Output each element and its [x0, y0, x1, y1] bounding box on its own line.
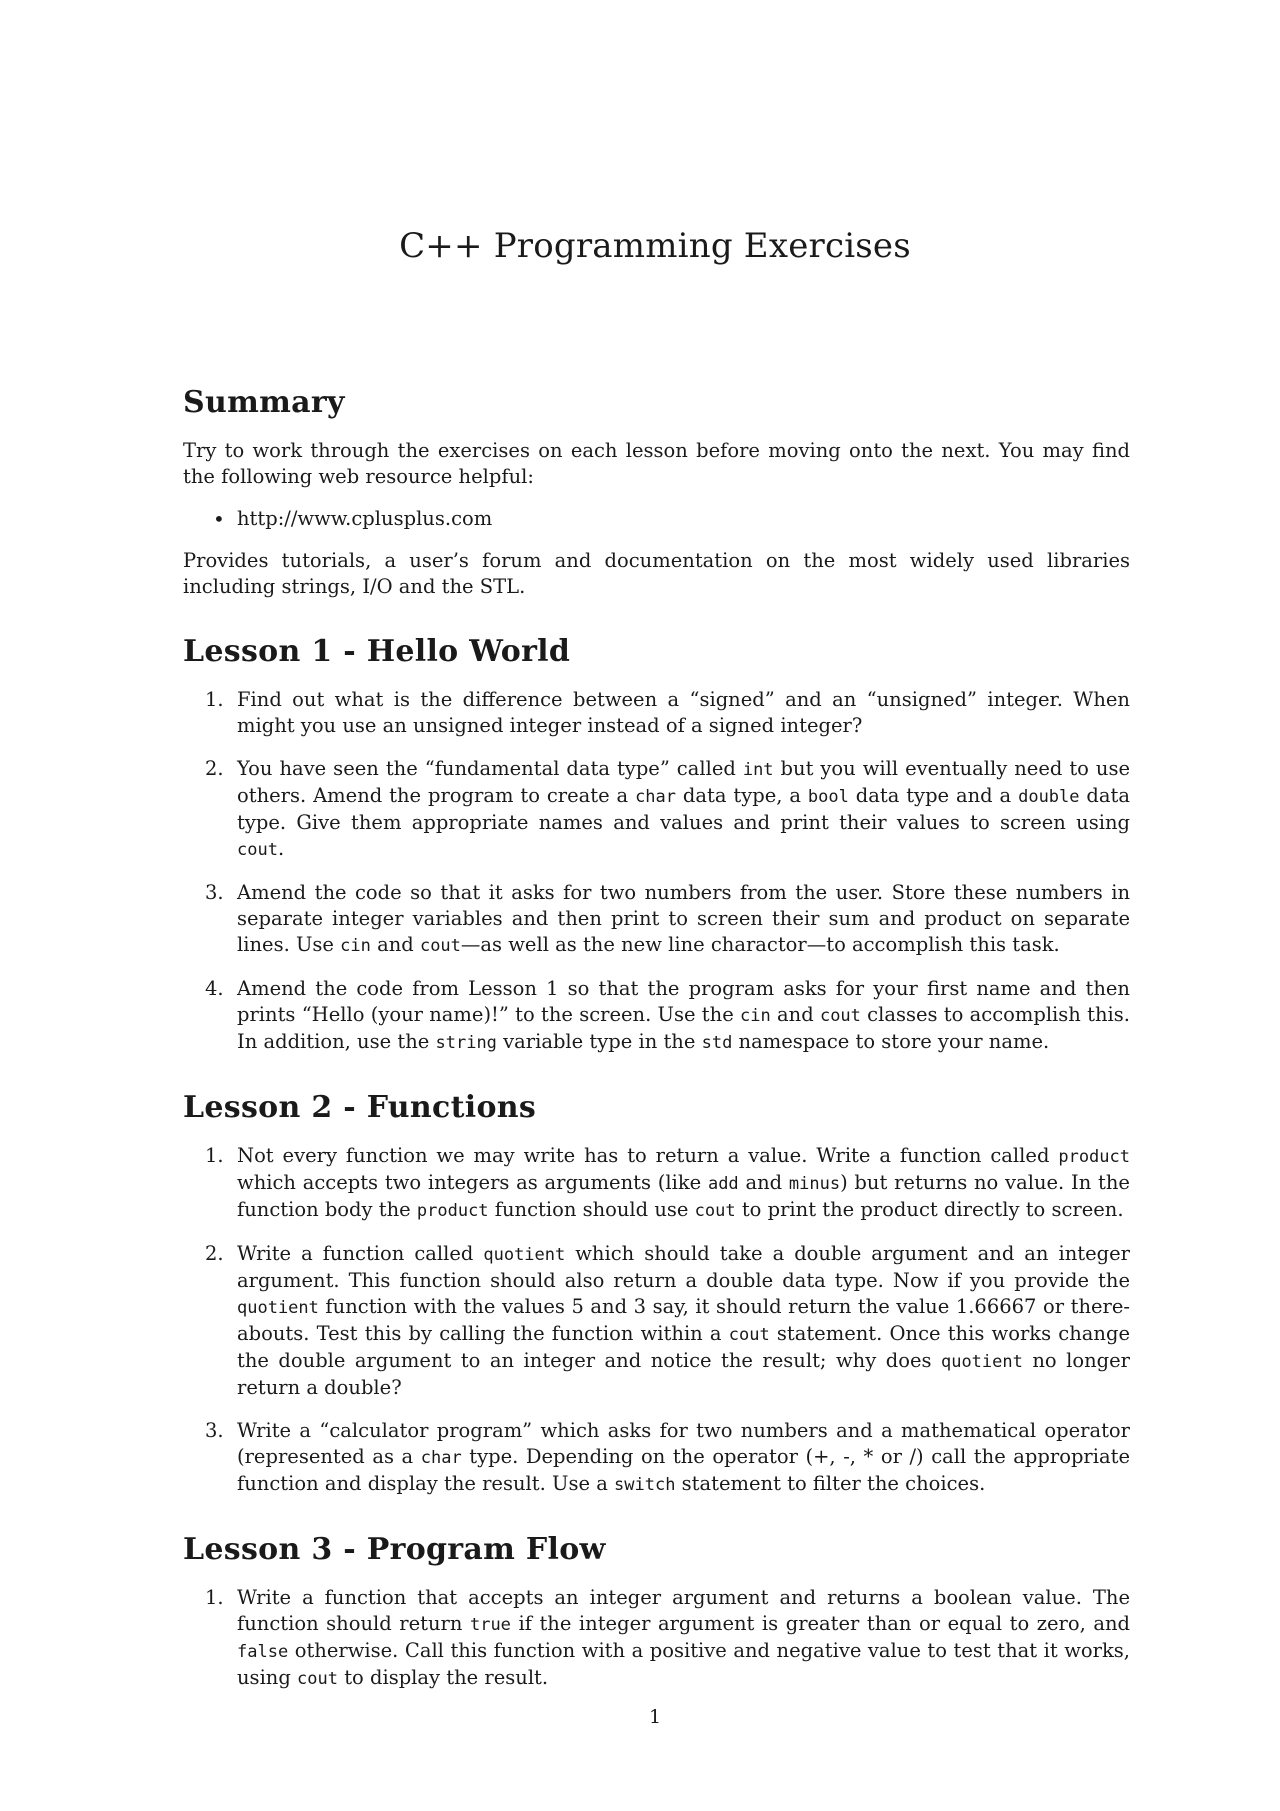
- code-keyword: product: [1058, 1147, 1130, 1167]
- exercise-text: which should take a double argument and an integer argument. This function should also return a double data type. Now if you provide the: [237, 1242, 1130, 1292]
- code-keyword: cout: [237, 840, 278, 860]
- lesson-section: [183, 634, 1130, 1056]
- exercise-number: 2.: [205, 757, 224, 780]
- exercise-text: otherwise. Call this function with a positive and negative value to test that it works, using: [237, 1639, 1130, 1689]
- exercise-text: if the integer argument is greater than or equal to zero, and: [510, 1612, 1130, 1635]
- code-keyword: cout: [819, 1006, 861, 1026]
- summary-heading: Summary: [183, 385, 345, 420]
- exercise-number: 4.: [205, 977, 224, 1000]
- exercise-item: [183, 1143, 1130, 1224]
- exercise-text: to display the result.: [338, 1666, 549, 1689]
- exercise-item: [183, 1585, 1130, 1692]
- code-keyword: cout: [694, 1201, 736, 1221]
- exercise-text: Amend the code from Lesson 1 so that the program asks for your first name and then prints “Hello (your name)!” to the screen. Use the: [237, 977, 1130, 1026]
- exercise-number: 3.: [205, 881, 224, 904]
- exercise-number: 1.: [205, 1586, 224, 1609]
- exercise-text: data type, a: [676, 784, 808, 807]
- exercise-text: classes to accomplish this. In addition, use the: [237, 1003, 1130, 1053]
- exercise-text: which accepts two integers as arguments (like: [237, 1171, 708, 1194]
- exercise-list: [183, 1143, 1130, 1498]
- lesson-section: [183, 1090, 1130, 1498]
- exercise-number: 1.: [205, 688, 224, 711]
- lesson-heading: Lesson 3 - Program Flow: [183, 1532, 606, 1567]
- exercise-item: [183, 756, 1130, 863]
- code-keyword: cin: [340, 936, 371, 956]
- exercise-text: —as well as the new line charactor—to accomplish this task.: [460, 933, 1060, 956]
- lessons-container: [183, 634, 1130, 1692]
- exercise-text: data type. Give them appropriate names and values and print their values to screen using: [237, 784, 1130, 834]
- code-keyword: double: [1018, 787, 1080, 807]
- exercise-text: no longer return a double?: [237, 1349, 1130, 1399]
- exercise-text: function should use: [488, 1198, 695, 1221]
- exercise-text: namespace to store your name.: [732, 1030, 1050, 1053]
- code-keyword: false: [237, 1642, 289, 1662]
- lesson-heading: Lesson 2 - Functions: [183, 1090, 537, 1125]
- exercise-text: Amend the code so that it asks for two numbers from the user. Store these numbers in separate integer variables and then print to screen their sum and product on separate lines. Use: [237, 881, 1130, 956]
- code-keyword: quotient: [483, 1245, 566, 1265]
- code-keyword: switch: [614, 1475, 676, 1495]
- code-keyword: cin: [740, 1006, 771, 1026]
- document-title: C++ Programming Exercises: [399, 226, 911, 266]
- code-keyword: std: [701, 1033, 733, 1053]
- page-number: 1: [648, 1706, 662, 1728]
- exercise-text: Write a function that accepts an integer argument and returns a boolean value. The function should return: [237, 1586, 1130, 1635]
- code-keyword: true: [469, 1615, 511, 1635]
- code-keyword: add: [707, 1174, 739, 1194]
- code-keyword: quotient: [237, 1298, 319, 1318]
- exercise-list: [183, 687, 1130, 1056]
- code-keyword: cout: [419, 936, 461, 956]
- code-keyword: char: [635, 787, 677, 807]
- exercise-number: 2.: [205, 1242, 224, 1265]
- summary-section: [183, 385, 1130, 600]
- exercise-text: variable type in the: [496, 1030, 702, 1053]
- exercise-list: [183, 1585, 1130, 1692]
- code-keyword: product: [416, 1201, 489, 1221]
- exercise-text: statement. Once this works change the double argument to an integer and notice the result; why does: [237, 1322, 1130, 1372]
- resource-list: [183, 506, 1130, 532]
- exercise-text: but you will eventually need to use others. Amend the program to create a: [237, 757, 1130, 807]
- exercise-text: Find out what is the difference between a “signed” and an “unsigned” integer. When might you use an unsigned integer instead of a signed integer?: [237, 688, 1130, 737]
- code-keyword: int: [742, 760, 774, 780]
- exercise-text: .: [277, 837, 285, 860]
- code-keyword: bool: [807, 787, 849, 807]
- exercise-text: function with the values 5 and 3 say, it should return the value 1.66667 or there-abouts. Test this by calling the function within a: [237, 1295, 1130, 1345]
- exercise-item: [183, 976, 1130, 1056]
- code-keyword: cout: [728, 1325, 770, 1345]
- exercise-text: to print the product directly to screen.: [735, 1198, 1124, 1221]
- exercise-item: [183, 1241, 1130, 1401]
- lesson-section: [183, 1532, 1130, 1692]
- lesson-heading: Lesson 1 - Hello World: [183, 634, 571, 669]
- exercise-text: and: [370, 933, 420, 956]
- code-keyword: char: [420, 1448, 462, 1468]
- exercise-text: Write a “calculator program” which asks for two numbers and a mathematical operator (represented as a: [237, 1419, 1130, 1468]
- document-body: [183, 385, 1130, 1726]
- exercise-text: and: [738, 1171, 789, 1194]
- exercise-text: statement to filter the choices.: [675, 1472, 986, 1495]
- code-keyword: quotient: [940, 1352, 1023, 1372]
- exercise-number: 1.: [205, 1144, 224, 1167]
- exercise-text: You have seen the “fundamental data type” called: [237, 757, 743, 780]
- code-keyword: minus: [788, 1174, 841, 1194]
- exercise-text: Write a function called: [237, 1242, 484, 1265]
- exercise-text: data type and a: [848, 784, 1019, 807]
- summary-intro: Try to work through the exercises on each lesson before moving onto the next. You may find the following web resource helpful:: [183, 439, 1130, 488]
- summary-outro: Provides tutorials, a user’s forum and documentation on the most widely used libraries including strings, I/O and the STL.: [183, 549, 1130, 598]
- resource-link[interactable]: • http://www.cplusplus.com: [183, 506, 1130, 532]
- exercise-item: [183, 1418, 1130, 1498]
- code-keyword: string: [435, 1033, 497, 1053]
- exercise-number: 3.: [205, 1419, 224, 1442]
- exercise-text: and: [770, 1003, 820, 1026]
- exercise-item: [183, 880, 1130, 959]
- exercise-text: ) but returns no value. In the function body the: [237, 1171, 1130, 1221]
- exercise-text: Not every function we may write has to return a value. Write a function called: [237, 1144, 1059, 1167]
- exercise-text: type. Depending on the operator (+, -, * or /) call the appropriate function and display the result. Use a: [237, 1445, 1130, 1495]
- exercise-item: [183, 687, 1130, 739]
- code-keyword: cout: [297, 1669, 338, 1689]
